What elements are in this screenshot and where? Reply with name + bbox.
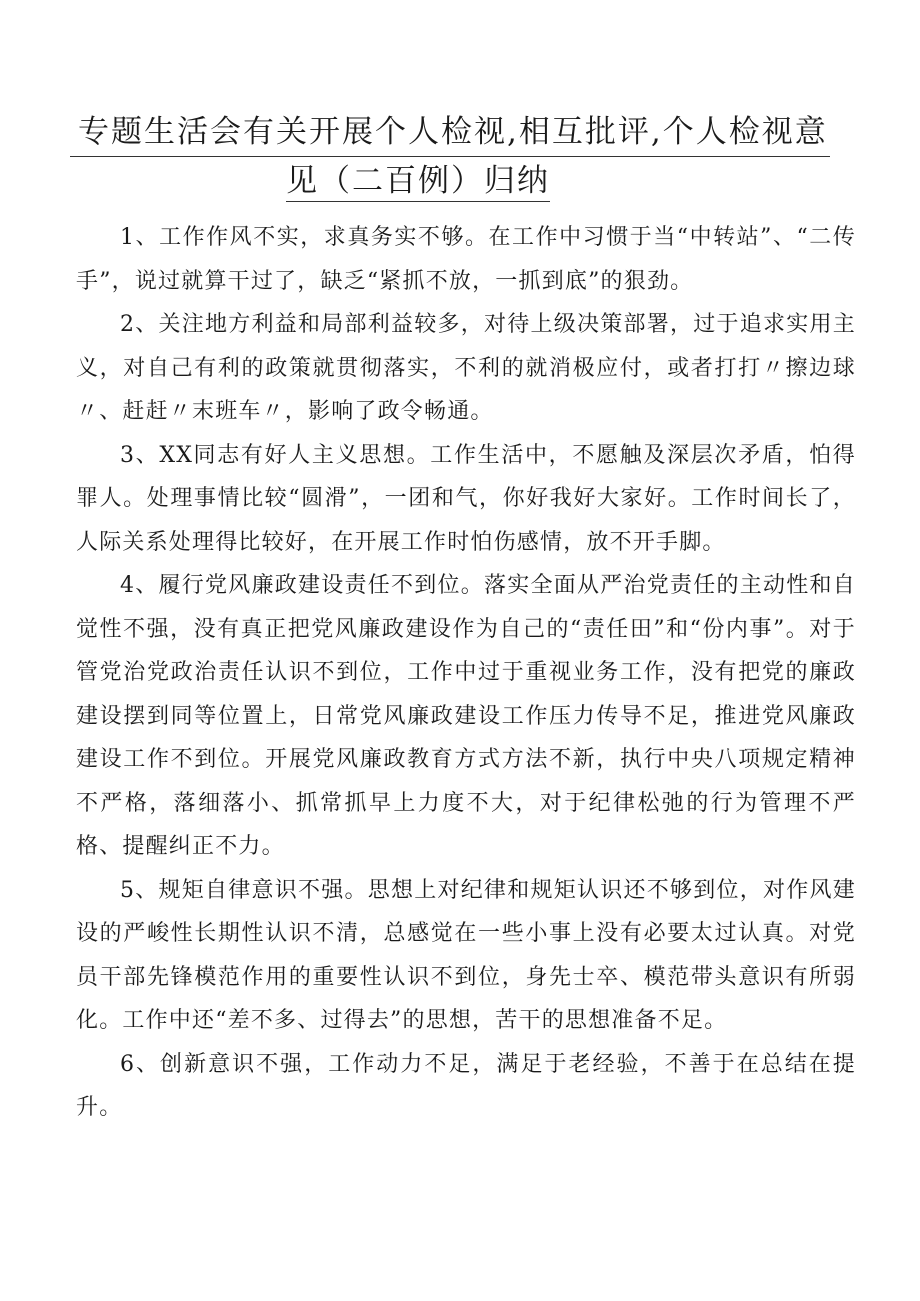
document-body — [76, 216, 856, 1130]
document-title — [70, 108, 830, 205]
paragraph-1: 1、工作作风不实，求真务实不够。在工作中习惯于当“中转站”、“二传手”，说过就算干过了，缺乏“紧抓不放，一抓到底”的狠劲。 — [76, 225, 856, 294]
title-line-1: 专题生活会有关开展个人检视,相互批评,个人检视意 — [70, 108, 830, 157]
paragraph-2: 2、关注地方利益和局部利益较多，对待上级决策部署，过于追求实用主义，对自己有利的政策就贯彻落实，不利的就消极应付，或者打打〃擦边球〃、赶赶〃末班车〃，影响了政令畅通。 — [76, 312, 856, 424]
paragraph-3: 3、XX同志有好人主义思想。工作生活中，不愿触及深层次矛盾，怕得罪人。处理事情比较“圆滑”，一团和气，你好我好大家好。工作时间长了，人际关系处理得比较好，在开展工作时怕伤感情，放不开手脚。 — [76, 442, 856, 555]
title-line-2: 见（二百例）归纳 — [286, 163, 550, 202]
paragraph-6: 6、创新意识不强，工作动力不足，满足于老经验，不善于在总结在提升。 — [76, 1051, 856, 1120]
title-line-2-wrapper — [70, 157, 830, 205]
paragraph-5: 5、规矩自律意识不强。思想上对纪律和规矩认识还不够到位，对作风建设的严峻性长期性认识不清，总感觉在一些小事上没有必要太过认真。对党员干部先锋模范作用的重要性认识不到位，身先士卒、模范带头意识有所弱化。工作中还“差不多、过得去”的思想，苦干的思想准备不足。 — [76, 877, 856, 1033]
paragraph-4: 4、履行党风廉政建设责任不到位。落实全面从严治党责任的主动性和自觉性不强，没有真正把党风廉政建设作为自己的“责任田”和“份内事”。对于管党治党政治责任认识不到位，工作中过于重视业务工作，没有把党的廉政建设摆到同等位置上，日常党风廉政建设工作压力传导不足，推进党风廉政建设工作不到位。开展党风廉政教育方式方法不新，执行中央八项规定精神不严格，落细落小、抓常抓早上力度不大，对于纪律松弛的行为管理不严格、提醒纠正不力。 — [76, 573, 856, 859]
